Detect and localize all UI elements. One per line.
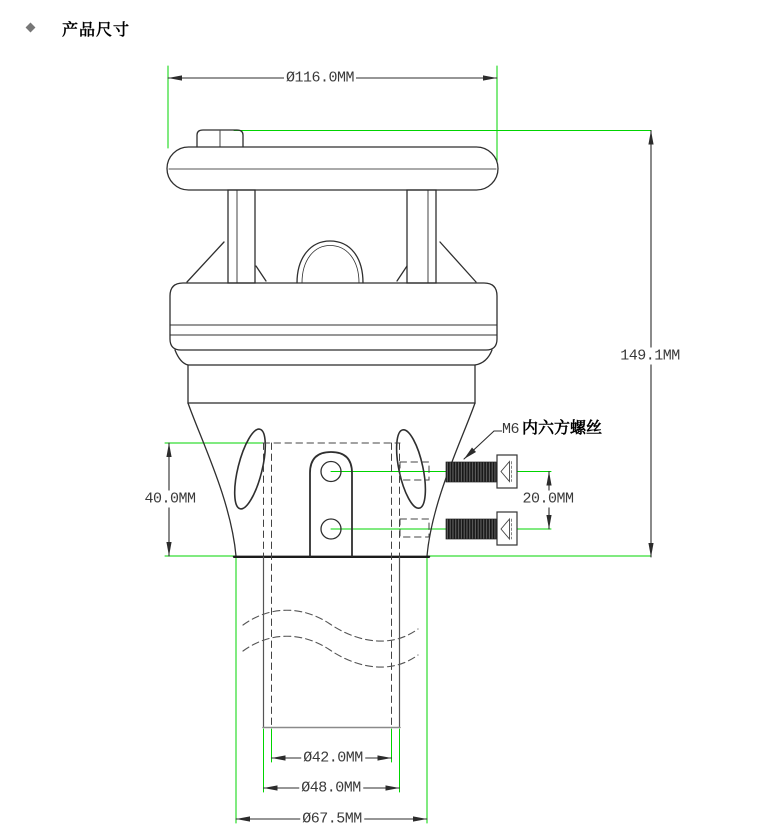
dimension-label-pipe-inner-diameter: Ø42.0MM	[303, 749, 363, 767]
dimension-label-screw-spacing: 20.0MM	[522, 490, 574, 508]
dimension-arrowheads	[166, 75, 653, 821]
screw-spec-name: 内六方螺丝	[522, 420, 603, 437]
dimension-label-top-diameter: Ø116.0MM	[285, 69, 355, 87]
mounting-tab	[310, 452, 352, 556]
dimension-label-mount-height: 40.0MM	[144, 490, 196, 508]
dimension-label-pipe-outer-diameter: Ø48.0MM	[301, 779, 361, 797]
lower-screw-head	[497, 512, 517, 545]
main-housing	[170, 283, 497, 350]
neck-left-edge	[188, 403, 236, 556]
screw-spec-annotation	[502, 419, 602, 439]
screw-spec-code: M6	[502, 421, 520, 438]
upper-screw-head	[497, 455, 517, 488]
right-vent-slot	[391, 427, 431, 510]
sensor-outline	[167, 130, 498, 557]
left-post	[228, 190, 255, 283]
dimension-lines	[168, 78, 651, 819]
page-title: 产品尺寸	[62, 22, 131, 39]
extension-lines	[165, 66, 651, 823]
lower-screw-shaft	[446, 519, 497, 539]
hidden-lines	[263, 443, 429, 727]
right-post	[407, 190, 436, 283]
left-vent-slot	[228, 426, 271, 511]
center-dome	[297, 241, 363, 283]
dimension-label-base-diameter: Ø67.5MM	[302, 810, 362, 828]
lower-band	[188, 365, 475, 403]
dimension-label-overall-height: 149.1MM	[620, 347, 680, 365]
upper-screw-shaft	[446, 462, 497, 482]
m6-screws	[446, 455, 517, 545]
